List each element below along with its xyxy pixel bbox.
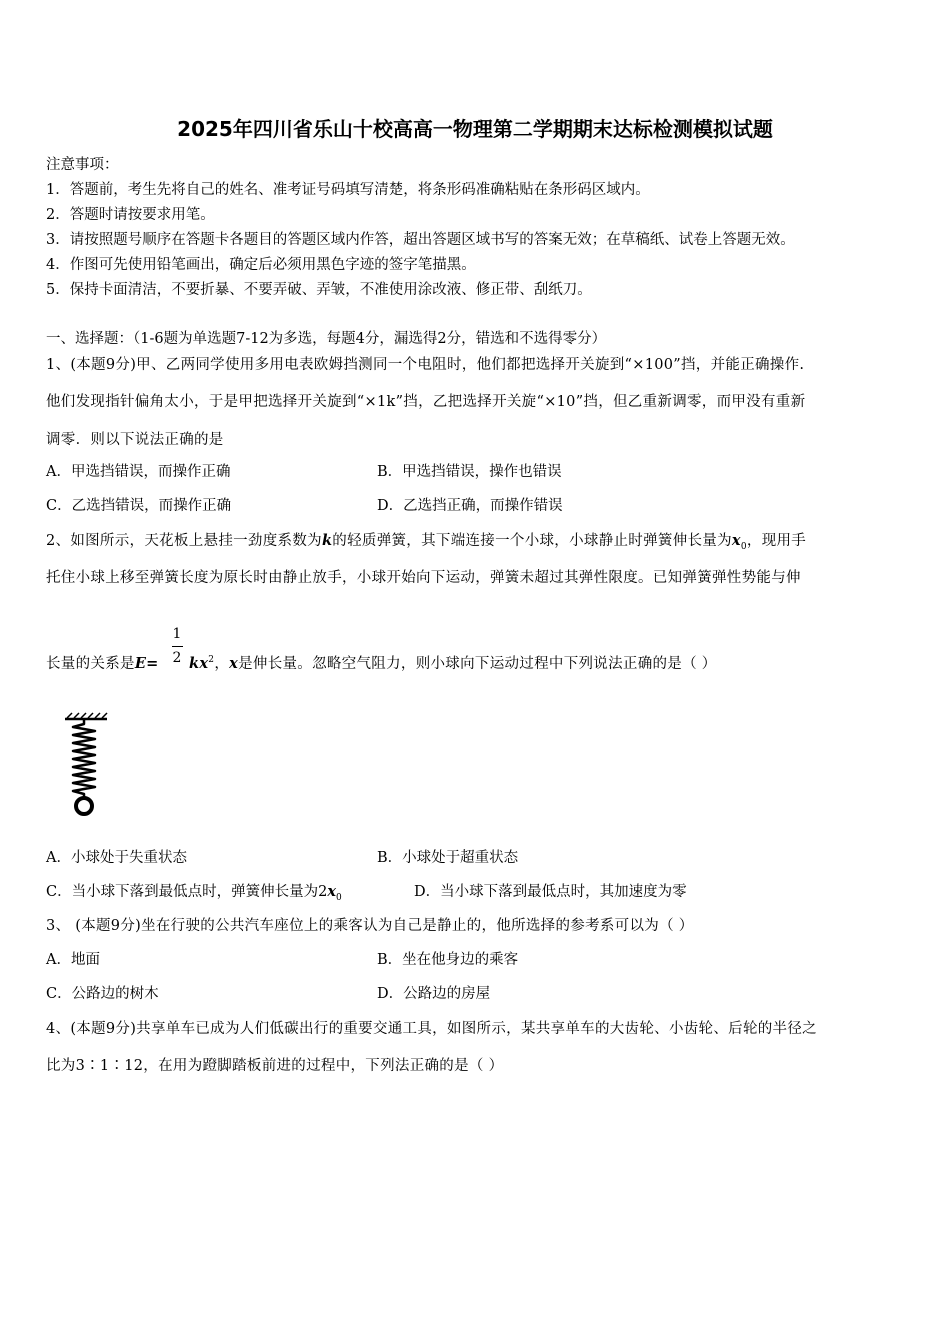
- question-1-option-b: B．甲选挡错误，操作也错误: [377, 464, 562, 480]
- section-heading: 一、选择题：（1-6题为单选题7-12为多选，每题4分，漏选得2分，错选和不选得零分）: [46, 331, 607, 347]
- notice-heading: 注意事项：: [46, 157, 119, 173]
- question-3-option-a: A．地面: [46, 952, 100, 968]
- question-1-option-d: D．乙选挡正确，而操作错误: [377, 498, 563, 514]
- q2-sub: 0: [335, 892, 342, 903]
- q2-text: ，现用手: [746, 533, 807, 549]
- spring-diagram: [62, 712, 110, 820]
- notice-item: 3．请按照题号顺序在答题卡各题目的答题区域内作答，超出答题区域书写的答案无效；在草稿纸、试卷上答题无效。: [46, 232, 795, 248]
- q2-text: 的轻质弹簧，其下端连接一个小球，小球静止时弹簧伸长量为: [332, 533, 732, 549]
- q2-text: 长量的关系是: [46, 656, 135, 672]
- q2-var-x: x: [327, 883, 336, 900]
- question-3-option-d: D．公路边的房屋: [377, 986, 491, 1002]
- question-1-line-2: 他们发现指针偏角太小，于是甲把选择开关旋到“×1k”挡，乙把选择开关旋“×10”挡，但乙重新调零，而甲没有重新: [46, 394, 806, 410]
- q2-option-c-text: C．当小球下落到最低点时，弹簧伸长量为2: [46, 884, 328, 900]
- notice-item: 2．答题时请按要求用笔。: [46, 207, 215, 223]
- q2-text: ，: [214, 656, 230, 672]
- q2-var-x: x: [229, 655, 239, 672]
- q2-sub: 0: [740, 541, 747, 552]
- question-1-option-c: C．乙选挡错误，而操作正确: [46, 498, 232, 514]
- notice-item: 1．答题前，考生先将自己的姓名、准考证号码填写清楚，将条形码准确粘贴在条形码区域内。: [46, 182, 650, 198]
- q2-sup: 2: [208, 655, 215, 666]
- spring-icon: [73, 720, 95, 797]
- notice-item: 4．作图可先使用铅笔画出，确定后必须用黑色字迹的签字笔描黑。: [46, 257, 476, 273]
- q2-var-x: x: [731, 532, 741, 549]
- question-3-line-1: 3、 (本题9分)坐在行驶的公共汽车座位上的乘客认为自己是静止的，他所选择的参考系可以为（ ）: [46, 918, 694, 934]
- question-2-line-3b: [189, 652, 717, 673]
- question-1-option-a: A．甲选挡错误，而操作正确: [46, 464, 231, 480]
- question-2-option-d: D．当小球下落到最低点时，其加速度为零: [414, 884, 687, 900]
- fraction-denominator: 2: [172, 650, 182, 666]
- question-1-line-3: 调零．则以下说法正确的是: [46, 432, 224, 448]
- question-2-line-1: [46, 529, 806, 552]
- question-1-line-1: 1、(本题9分)甲、乙两同学使用多用电表欧姆挡测同一个电阻时，他们都把选择开关旋到“×100”挡，并能正确操作.: [46, 357, 805, 373]
- question-2-option-a: A．小球处于失重状态: [46, 850, 187, 866]
- q2-text: 是伸长量。忽略空气阻力，则小球向下运动过程中下列说法正确的是（ ）: [238, 656, 717, 672]
- fraction-bar: [172, 646, 183, 647]
- fraction-numerator: 1: [172, 626, 182, 642]
- question-2-line-2: 托住小球上移至弹簧长度为原长时由静止放手，小球开始向下运动，弹簧未超过其弹性限度。已知弹簧弹性势能与伸: [46, 570, 801, 586]
- q2-var-e: E=: [134, 655, 159, 672]
- ball-icon: [76, 798, 92, 814]
- ceiling-icon: [65, 713, 107, 719]
- question-2-line-3: [46, 652, 159, 673]
- notice-item: 5．保持卡面清洁，不要折暴、不要弄破、弄皱，不准使用涂改液、修正带、刮纸刀。: [46, 282, 592, 298]
- question-3-option-b: B．坐在他身边的乘客: [377, 952, 519, 968]
- question-2-option-c: [46, 880, 342, 903]
- question-4-line-1: 4、(本题9分)共享单车已成为人们低碳出行的重要交通工具，如图所示，某共享单车的大齿轮、小齿轮、后轮的半径之: [46, 1021, 817, 1037]
- q2-text: 2、如图所示，天花板上悬挂一劲度系数为: [46, 533, 322, 549]
- question-3-option-c: C．公路边的树木: [46, 986, 159, 1002]
- question-2-option-b: B．小球处于超重状态: [377, 850, 519, 866]
- page-title: 2025年四川省乐山十校高高一物理第二学期期末达标检测模拟试题: [177, 117, 773, 141]
- q2-var-k: k: [321, 532, 333, 549]
- q2-var-kx: kx: [189, 655, 209, 672]
- question-4-line-2: 比为3∶1∶12，在用为蹬脚踏板前进的过程中，下列法正确的是（ ）: [46, 1058, 504, 1074]
